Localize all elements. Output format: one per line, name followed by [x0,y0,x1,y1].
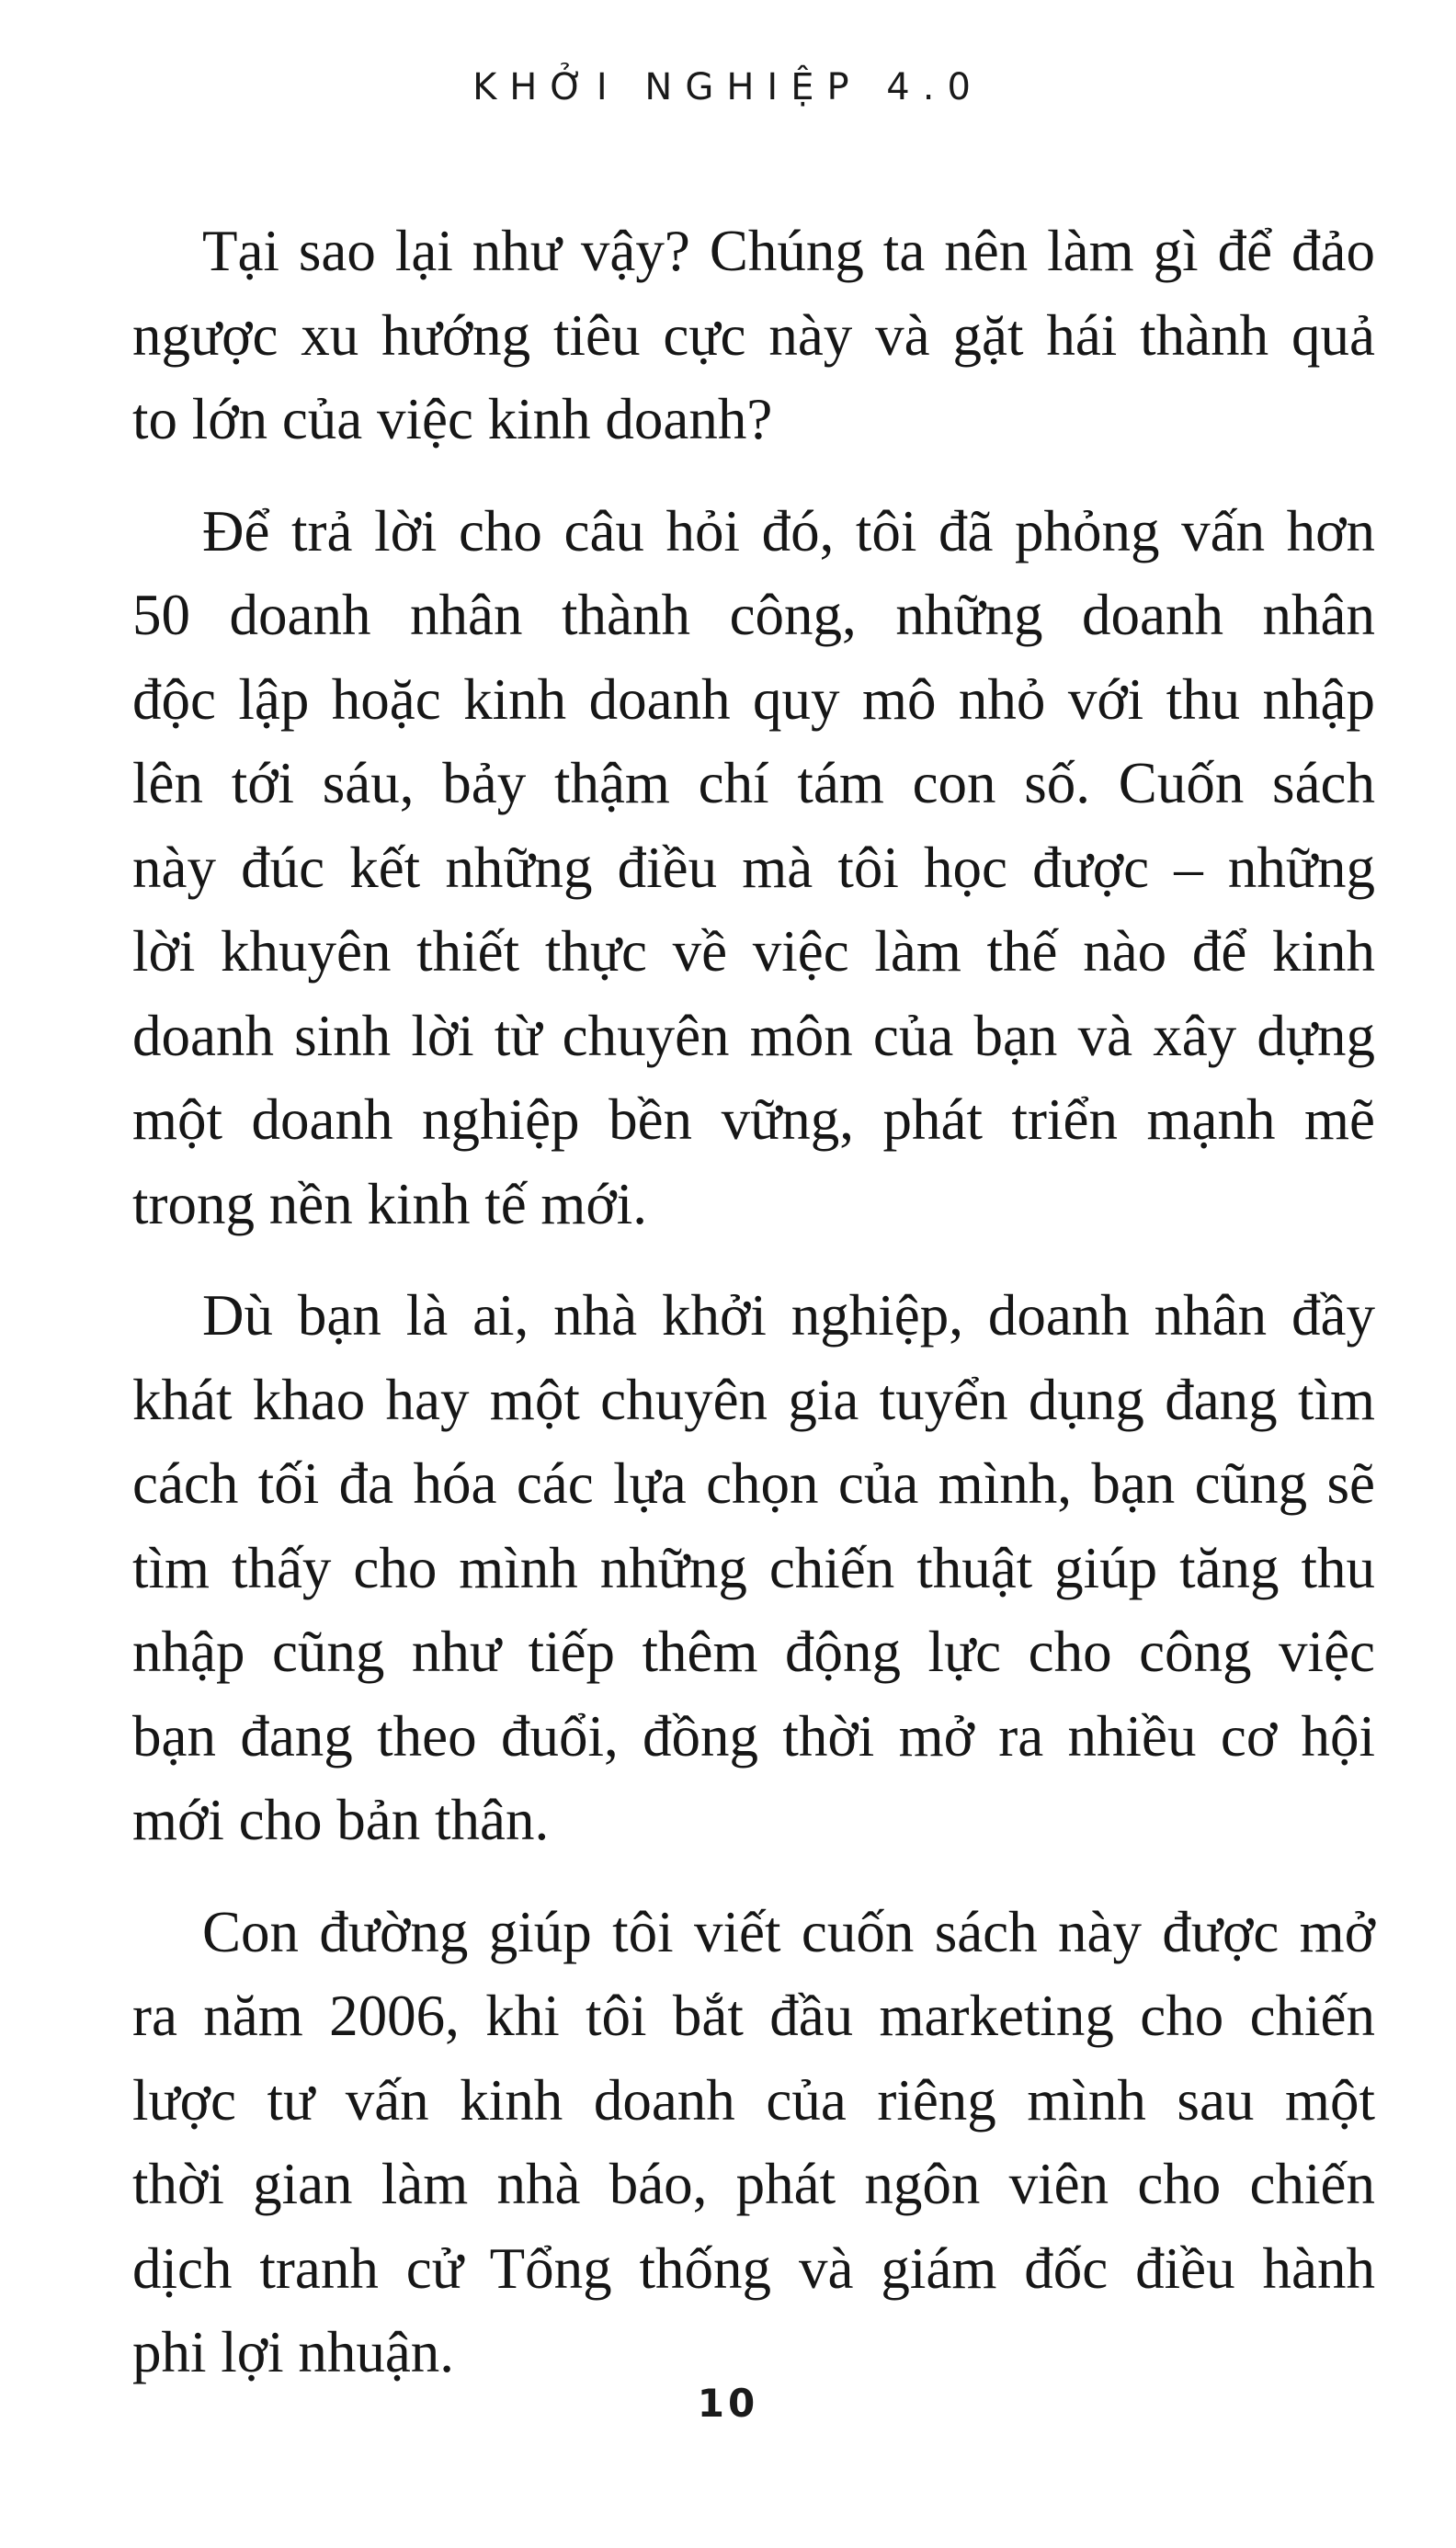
page-number: 10 [697,2381,759,2426]
text-line: bạn đang theo đuổi, đồng thời mở ra nhiều cơ hội [132,1703,1375,1769]
text-line: mới cho bản thân. [132,1788,550,1852]
text-line: trong nền kinh tế mới. [132,1171,647,1236]
text-line: dịch tranh cử Tổng thống và giám đốc điều hành [132,2235,1375,2301]
text-line: phi lợi nhuận. [132,2320,455,2384]
paragraph [132,210,1375,462]
paragraph [132,1274,1375,1863]
text-line: này đúc kết những điều mà tôi học được – những [132,835,1375,900]
paragraph [132,1891,1375,2395]
text-line: 50 doanh nhân thành công, những doanh nhân [132,583,1375,647]
text-line: doanh sinh lời từ chuyên môn của bạn và xây dựng [132,1003,1375,1068]
paragraph [132,490,1375,1247]
text-line: Để trả lời cho câu hỏi đó, tôi đã phỏng vấn hơn [202,498,1375,563]
text-line: cách tối đa hóa các lựa chọn của mình, bạn cũng sẽ [132,1451,1375,1516]
text-line: Dù bạn là ai, nhà khởi nghiệp, doanh nhân đầy [202,1283,1375,1348]
text-line: Con đường giúp tôi viết cuốn sách này được mở [202,1899,1375,1964]
text-line: ra năm 2006, khi tôi bắt đầu marketing cho chiến [132,1984,1375,2048]
text-line: lời khuyên thiết thực về việc làm thế nào để kinh [132,919,1375,984]
text-line: to lớn của việc kinh doanh? [132,387,773,451]
body-text [132,210,1375,2423]
text-line: khát khao hay một chuyên gia tuyển dụng đang tìm [132,1367,1375,1432]
text-line: tìm thấy cho mình những chiến thuật giúp tăng thu [132,1535,1375,1600]
text-line: độc lập hoặc kinh doanh quy mô nhỏ với thu nhập [132,666,1375,732]
text-line: nhập cũng như tiếp thêm động lực cho công việc [132,1620,1375,1684]
text-line: ngược xu hướng tiêu cực này và gặt hái thành quả [132,302,1375,368]
text-line: lên tới sáu, bảy thậm chí tám con số. Cuốn sách [132,751,1375,815]
text-line: một doanh nghiệp bền vững, phát triển mạnh mẽ [132,1087,1375,1152]
text-line: thời gian làm nhà báo, phát ngôn viên cho chiến [132,2152,1375,2216]
text-line: lược tư vấn kinh doanh của riêng mình sau một [132,2067,1375,2133]
running-header: KHỞI NGHIỆP 4.0 [472,66,984,108]
text-line: Tại sao lại như vậy? Chúng ta nên làm gì để đảo [202,219,1375,283]
